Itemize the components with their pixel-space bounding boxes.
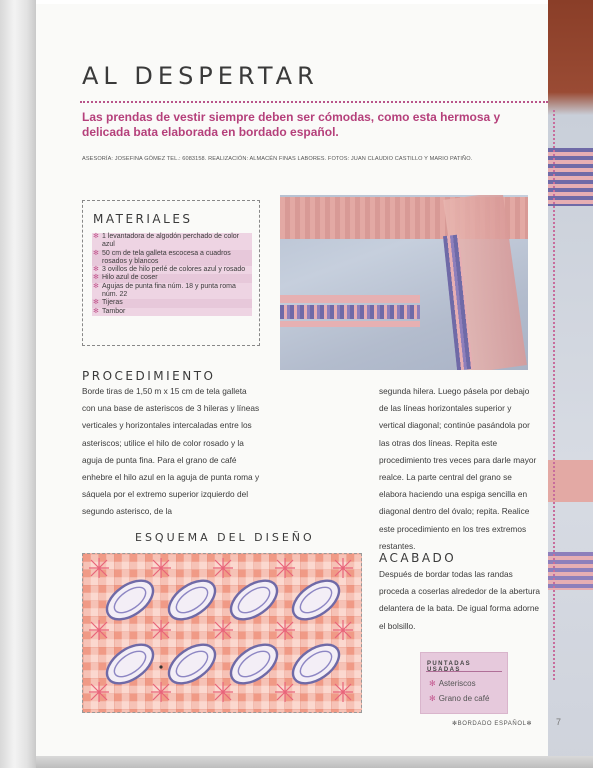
asterisk-icon: ✻ bbox=[429, 694, 436, 703]
photo-pocket-edge bbox=[280, 321, 420, 327]
asterisk-icon: ✻ bbox=[429, 679, 436, 688]
list-item: ✻ Asteriscos bbox=[429, 679, 476, 688]
column-divider bbox=[553, 110, 555, 680]
materials-list bbox=[92, 233, 252, 316]
asterisk-icon: ✻ bbox=[93, 299, 99, 307]
finish-heading: ACABADO bbox=[379, 551, 457, 565]
page-binding bbox=[0, 0, 36, 768]
procedure-text-left: Borde tiras de 1,50 m x 15 cm de tela galleta con una base de asteriscos de 3 hileras y líneas verticales y horizontales intercaladas entre los asteriscos; utilice el hilo de color rosado y la aguja de punta fina. Para el grano de café enhebre el hilo azul en la aguja de punta roma y sáquela por el extremo superior izquierdo del segundo asterisco, de la bbox=[82, 386, 260, 517]
embroidery-pattern bbox=[83, 554, 362, 713]
garment-photo bbox=[280, 195, 528, 370]
stitches-box bbox=[420, 652, 508, 714]
procedure-heading: PROCEDIMIENTO bbox=[82, 369, 216, 383]
stitches-list bbox=[429, 676, 489, 706]
asterisk-icon: ✻ bbox=[93, 307, 99, 315]
article-subtitle: Las prendas de vestir siempre deben ser cómodas, como esta hermosa y delicada bata elaborada en bordado español. bbox=[82, 110, 501, 139]
materials-heading: MATERIALES bbox=[93, 212, 193, 226]
footer-magazine-name: ✻BORDADO ESPAÑOL✻ bbox=[452, 721, 533, 727]
asterisk-icon: ✻ bbox=[93, 249, 99, 257]
design-heading: ESQUEMA DEL DISEÑO bbox=[135, 531, 315, 544]
asterisk-icon: ✻ bbox=[93, 274, 99, 282]
materials-box bbox=[82, 200, 260, 346]
asterisk-icon: ✻ bbox=[93, 266, 99, 274]
photo-pocket-edge bbox=[280, 295, 420, 303]
stitches-heading: PUNTADAS USADAS bbox=[427, 661, 472, 673]
finish-text: Después de bordar todas las randas proceda a coserlas alrededor de la abertura delantera de la bata. De igual forma adorne el bolsillo. bbox=[379, 569, 540, 631]
title-divider bbox=[80, 101, 548, 103]
list-item: ✻ 3 ovillos de hilo perlé de colores azul y rosado bbox=[92, 266, 252, 274]
stitches-divider bbox=[426, 671, 502, 672]
photo-pocket-trim bbox=[280, 305, 420, 319]
list-item: ✻ 1 levantadora de algodón perchado de color azul bbox=[92, 233, 252, 250]
asterisk-icon: ✻ bbox=[93, 233, 99, 240]
article-credits: ASESORÍA: JOSEFINA GÓMEZ TEL.: 6083158. REALIZACIÓN: ALMACÉN FINAS LABORES. FOTOS: JUAN CLAUDIO CASTILLO Y MARIO PATIÑO. bbox=[82, 156, 473, 162]
design-diagram bbox=[82, 553, 362, 713]
list-item: ✻ Hilo azul de coser bbox=[93, 274, 158, 282]
list-item: ✻ 50 cm de tela galleta escocesa a cuadros rosados y blancos bbox=[93, 249, 231, 265]
page-edge bbox=[36, 756, 593, 768]
procedure-text-right: segunda hilera. Luego pásela por debajo de las líneas horizontales superior y vertical diagonal; continúe pasándola por las otras dos líneas. Repita este procedimiento tres veces para darle mayor realce. La parte central del grano se elabora haciendo una espiga sencilla en diagonal dentro del óvalo; repita. Realice este procedimiento en los tres extremos restantes. bbox=[379, 386, 537, 551]
list-item: ✻ Tambor bbox=[92, 308, 252, 316]
list-item: ✻ Agujas de punta fina núm. 18 y punta roma núm. 22 bbox=[92, 283, 252, 300]
list-item: ✻ Tijeras bbox=[93, 299, 123, 307]
asterisk-icon: ✻ bbox=[93, 282, 99, 290]
page-number: 7 bbox=[556, 717, 562, 727]
list-item: ✻ Grano de café bbox=[429, 694, 490, 703]
page-title: AL DESPERTAR bbox=[82, 62, 319, 90]
